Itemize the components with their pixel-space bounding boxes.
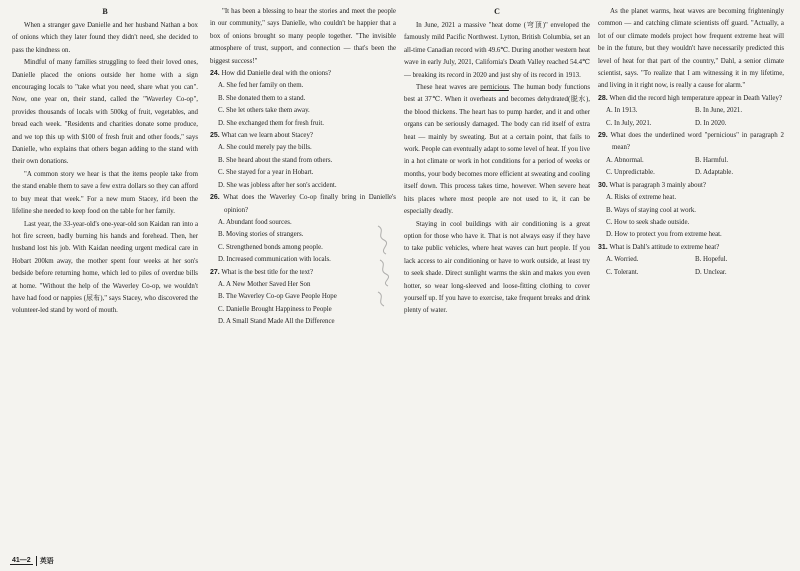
passage-b-paragraph-2: Mindful of many families struggling to feed their loved ones, Danielle placed the onions outside her home with a sign encouraging locals to "take what you need, share what you can". Now, one year on, their stand, called the "Waverley Co-op", provides thousands of locals with 500kg of fruit, vegetables, and bread each week. "Residents and charities donate some produce, and we top this up with $100 of fresh fruit and other foods," says Danielle, who explains that others began adding to the stand with their own donations.	[12, 59, 198, 166]
option-c[interactable]: C. She stayed for a year in Hobart.	[218, 169, 314, 177]
column-3	[404, 6, 590, 318]
option-b[interactable]: B. Harmful.	[695, 156, 729, 164]
option-d[interactable]: D. Unclear.	[695, 268, 727, 276]
option-d[interactable]: D. A Small Stand Made All the Difference	[218, 318, 335, 326]
page-number: 41—2	[12, 557, 31, 564]
question-stem: What is the best title for the text?	[221, 268, 313, 276]
option-d[interactable]: D. How to protect you from extreme heat.	[606, 231, 722, 239]
column-2	[210, 6, 396, 329]
option-b[interactable]: B. She donated them to a stand.	[218, 94, 306, 102]
section-b-label: B	[102, 7, 108, 16]
question-number: 29.	[598, 132, 608, 140]
text-run: . The human body functions best at 37℃. When it overheats and becomes dehydrated(脱水), the blood thickens. The heart has to pump harder, and it and other organs can be seriously damaged. The body can rid itself of extra heat — mainly by sweating. But at a certain point, that fails to work. People can eventually adapt to some level of heat. If you live in a hot climate or work in hot conditions for a period of weeks or months, your body becomes more efficient at sweating and cooling itself down. This process takes time, however. When severe heat hits places where most people are not used to it, it can be especially deadly.	[404, 84, 590, 216]
option-a[interactable]: A. Risks of extreme heat.	[606, 194, 677, 202]
question-27	[210, 267, 396, 329]
question-stem: When did the record high temperature appear in Death Valley?	[609, 94, 782, 102]
question-number: 31.	[598, 243, 608, 251]
passage-b-paragraph-1: When a stranger gave Danielle and her husband Nathan a box of onions which they later found they didn't need, she decided to pass the kindness on.	[12, 22, 198, 54]
question-stem: What can we learn about Stacey?	[221, 132, 313, 140]
option-b[interactable]: B. In June, 2021.	[695, 107, 743, 115]
passage-c-paragraph-2	[404, 82, 590, 218]
question-26	[210, 192, 396, 266]
passage-b-paragraph-4: Last year, the 33-year-old's one-year-old son Kaidan ran into a hot fire screen, badly burning his hands and forehead. Then, her husband lost his job. With Kaidan needing urgent medical care in Hobart 200km away, the mother spent four weeks at her son's bedside before returning home, which led to piles of overdue bills at home. "Without the help of the Waverley Co-op, we wouldn't have had food or nappies (尿布)," says Stacey, who discovered the volunteer-led stand by word of mouth.	[12, 220, 198, 315]
question-number: 26.	[210, 194, 220, 202]
passage-c-paragraph-4: As the planet warms, heat waves are becoming frighteningly common — and catching climate scientists off guard. "Actually, a lot of our climate models project how frequent extreme heat will be in the future, but they wouldn't have necessarily predicted this level of heat for that part of the country," Dahl, a senior climate scientist, says. "To realize that I am witnessing it in my lifetime, and living in it right now, is really a cause for alarm."	[598, 8, 784, 90]
pencil-scribble-icon	[372, 220, 402, 320]
option-d[interactable]: D. She was jobless after her son's accident.	[218, 181, 337, 189]
passage-c-paragraph-3: Staying in cool buildings with air conditioning is a great option for those who have it. That is not always easy if they have to take public vehicles, where heat waves can hurt people. If you lack access to air conditioning or have to work outside, at least try to seek shade. Direct sunlight warms the skin and makes you even hotter, so wear long-sleeved and loose-fitting clothing to cover yourself up. If you have to exercise, take frequent breaks and drink plenty of water.	[404, 220, 590, 315]
option-a[interactable]: A. Abundant food sources.	[218, 218, 292, 226]
option-a[interactable]: A. A New Mother Saved Her Son	[218, 280, 311, 288]
question-number: 24.	[210, 70, 220, 78]
option-c[interactable]: C. In July, 2021.	[606, 119, 652, 127]
question-number: 25.	[210, 132, 220, 140]
option-c[interactable]: C. Strengthened bonds among people.	[218, 243, 323, 251]
question-stem: What does the Waverley Co-op finally bring in Danielle's opinion?	[223, 194, 396, 214]
question-stem: What is paragraph 3 mainly about?	[609, 181, 706, 189]
option-c[interactable]: C. Unpredictable.	[606, 169, 655, 177]
question-24	[210, 68, 396, 130]
option-a[interactable]: A. In 1913.	[606, 107, 638, 115]
column-4	[598, 6, 784, 279]
question-30	[598, 180, 784, 242]
page-footer	[10, 556, 54, 566]
question-stem: What is Dahl's attitude to extreme heat?	[609, 243, 720, 251]
option-c[interactable]: C. How to seek shade outside.	[606, 218, 690, 226]
option-a[interactable]: A. She fed her family on them.	[218, 82, 304, 90]
option-d[interactable]: D. Adaptable.	[695, 169, 734, 177]
section-c-label: C	[494, 7, 500, 16]
option-b[interactable]: B. Moving stories of strangers.	[218, 231, 304, 239]
option-c[interactable]: C. Danielle Brought Happiness to People	[218, 305, 332, 313]
option-b[interactable]: B. Hopeful.	[695, 256, 728, 264]
option-c[interactable]: C. Tolerant.	[606, 268, 639, 276]
option-a[interactable]: A. Abnormal.	[606, 156, 644, 164]
question-28	[598, 93, 784, 130]
passage-b-paragraph-3: "A common story we hear is that the items people take from the stand enable them to save a few extra dollars so they can afford to buy meat that week." For a new mum Stacey, it'd been the lifeline she needed to keep food on the table for her family.	[12, 170, 198, 216]
underlined-word: pernicious	[480, 84, 509, 92]
option-d[interactable]: D. In 2020.	[695, 119, 727, 127]
option-b[interactable]: B. Ways of staying cool at work.	[606, 206, 697, 214]
subject-label: 英语	[36, 556, 54, 566]
passage-b-paragraph-5: "It has been a blessing to hear the stories and meet the people in our community," says Danielle, who couldn't be happier that a box of onions brought so many people together. "The invisible atmosphere of trust, support, and connection — that's been the biggest success!"	[210, 8, 396, 65]
question-31	[598, 242, 784, 279]
option-b[interactable]: B. She heard about the stand from others.	[218, 156, 333, 164]
text-run: These heat waves are	[416, 84, 481, 92]
passage-c-paragraph-1: In June, 2021 a massive "heat dome (穹顶)" enveloped the famously mild Pacific Northwest. Lytton, British Columbia, set an all-time Canadian record with 49.6℃. During another western heat wave in early July, 2021, California's Death Valley reached 54.4℃ — breaking its record in 2020 and just shy of its record in 1913.	[404, 22, 590, 79]
question-25	[210, 130, 396, 192]
question-29	[598, 130, 784, 180]
option-a[interactable]: A. She could merely pay the bills.	[218, 144, 312, 152]
question-stem: What does the underlined word "pernicious" in paragraph 2 mean?	[610, 132, 784, 152]
column-1	[12, 6, 198, 318]
question-number: 27.	[210, 268, 220, 276]
option-a[interactable]: A. Worried.	[606, 256, 639, 264]
question-stem: How did Danielle deal with the onions?	[221, 70, 331, 78]
question-number: 30.	[598, 181, 608, 189]
question-number: 28.	[598, 94, 608, 102]
option-d[interactable]: D. She exchanged them for fresh fruit.	[218, 119, 325, 127]
option-d[interactable]: D. Increased communication with locals.	[218, 256, 331, 264]
option-c[interactable]: C. She let others take them away.	[218, 107, 310, 115]
option-b[interactable]: B. The Waverley Co-op Gave People Hope	[218, 293, 337, 301]
